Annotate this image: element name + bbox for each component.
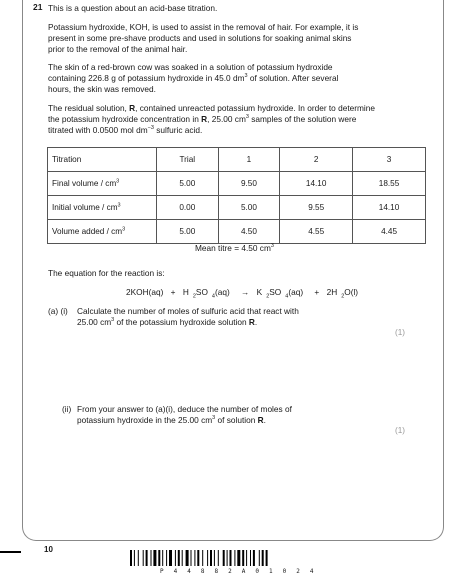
question-intro: This is a question about an acid-base titration.: [48, 3, 218, 13]
para2-line2: containing 226.8 g of potassium hydroxide in 45.0 $dm^3$ of solution. After several: [48, 73, 339, 83]
table-cell: 14.10: [353, 196, 426, 220]
table-row: [48, 220, 426, 244]
mark-allocation: (1): [395, 328, 406, 337]
row-label: Volume added / $cm^3$: [48, 220, 157, 244]
part-a-i-label: (a) (i): [48, 306, 68, 316]
table-cell: 5.00: [218, 196, 280, 220]
table-cell: 14.10: [280, 172, 353, 196]
mean-titre: Mean titre = 4.50 $cm^3$: [195, 243, 274, 253]
table-header-cell: Titration: [48, 148, 157, 172]
table-cell: 18.55: [353, 172, 426, 196]
para2-line3: hours, the skin was removed.: [48, 84, 156, 94]
table-cell: 4.50: [218, 220, 280, 244]
row-label: Initial volume / $cm^3$: [48, 196, 157, 220]
row-label: Final volume / $cm^3$: [48, 172, 157, 196]
table-cell: 9.55: [280, 196, 353, 220]
part-a-ii-label: (ii): [62, 404, 72, 414]
para3-line1: The residual solution, R, contained unreacted potassium hydroxide. In order to determine: [48, 103, 375, 113]
table-row: [48, 196, 426, 220]
table-cell: 9.50: [218, 172, 280, 196]
table-cell: 4.45: [353, 220, 426, 244]
table-row: [48, 172, 426, 196]
page-edge-bar: [0, 551, 21, 553]
part-a-ii-line1: From your answer to (a)(i), deduce the number of moles of: [77, 404, 292, 414]
para3-line2: the potassium hydroxide concentration in R, 25.00 $cm^3$ samples of the solution were: [48, 114, 357, 124]
table-header-cell: Trial: [157, 148, 219, 172]
page-number: 10: [44, 545, 53, 554]
para1-line1: Potassium hydroxide, KOH, is used to assist in the removal of hair. For example, it is: [48, 22, 359, 32]
part-a-i-line2: 25.00 $cm^3$ of the potassium hydroxide solution R.: [77, 317, 258, 327]
reaction-equation: 2KOH(aq) + H $_2$SO $_4$(aq) → K $_2$SO $_4$(aq) + 2H $_2$O(l): [126, 287, 359, 300]
table-cell: 5.00: [157, 172, 219, 196]
table-cell: 0.00: [157, 196, 219, 220]
titration-table: [47, 147, 426, 244]
table-header-cell: 1: [218, 148, 280, 172]
barcode-text: P 4 4 8 8 2 A 0 1 0 2 4: [160, 568, 317, 575]
para3-line3: titrated with 0.0500 mol $dm^{-3}$ sulfuric acid.: [48, 125, 203, 135]
question-number: 21: [33, 2, 43, 12]
table-cell: 4.55: [280, 220, 353, 244]
barcode: [130, 550, 330, 566]
equation-intro: The equation for the reaction is:: [48, 268, 165, 278]
table-header-cell: 2: [280, 148, 353, 172]
part-a-i-line1: Calculate the number of moles of sulfuric acid that react with: [77, 306, 299, 316]
para1-line2: present in some pre-shave products and used in solutions for soaking animal skins: [48, 33, 352, 43]
part-a-ii-line2: potassium hydroxide in the 25.00 $cm^3$ of solution R.: [77, 415, 266, 425]
table-header-cell: 3: [353, 148, 426, 172]
mark-allocation: (1): [395, 426, 406, 435]
para2-line1: The skin of a red-brown cow was soaked in a solution of potassium hydroxide: [48, 62, 333, 72]
table-cell: 5.00: [157, 220, 219, 244]
para1-line3: prior to the removal of the animal hair.: [48, 44, 188, 54]
table-header-row: [48, 148, 426, 172]
